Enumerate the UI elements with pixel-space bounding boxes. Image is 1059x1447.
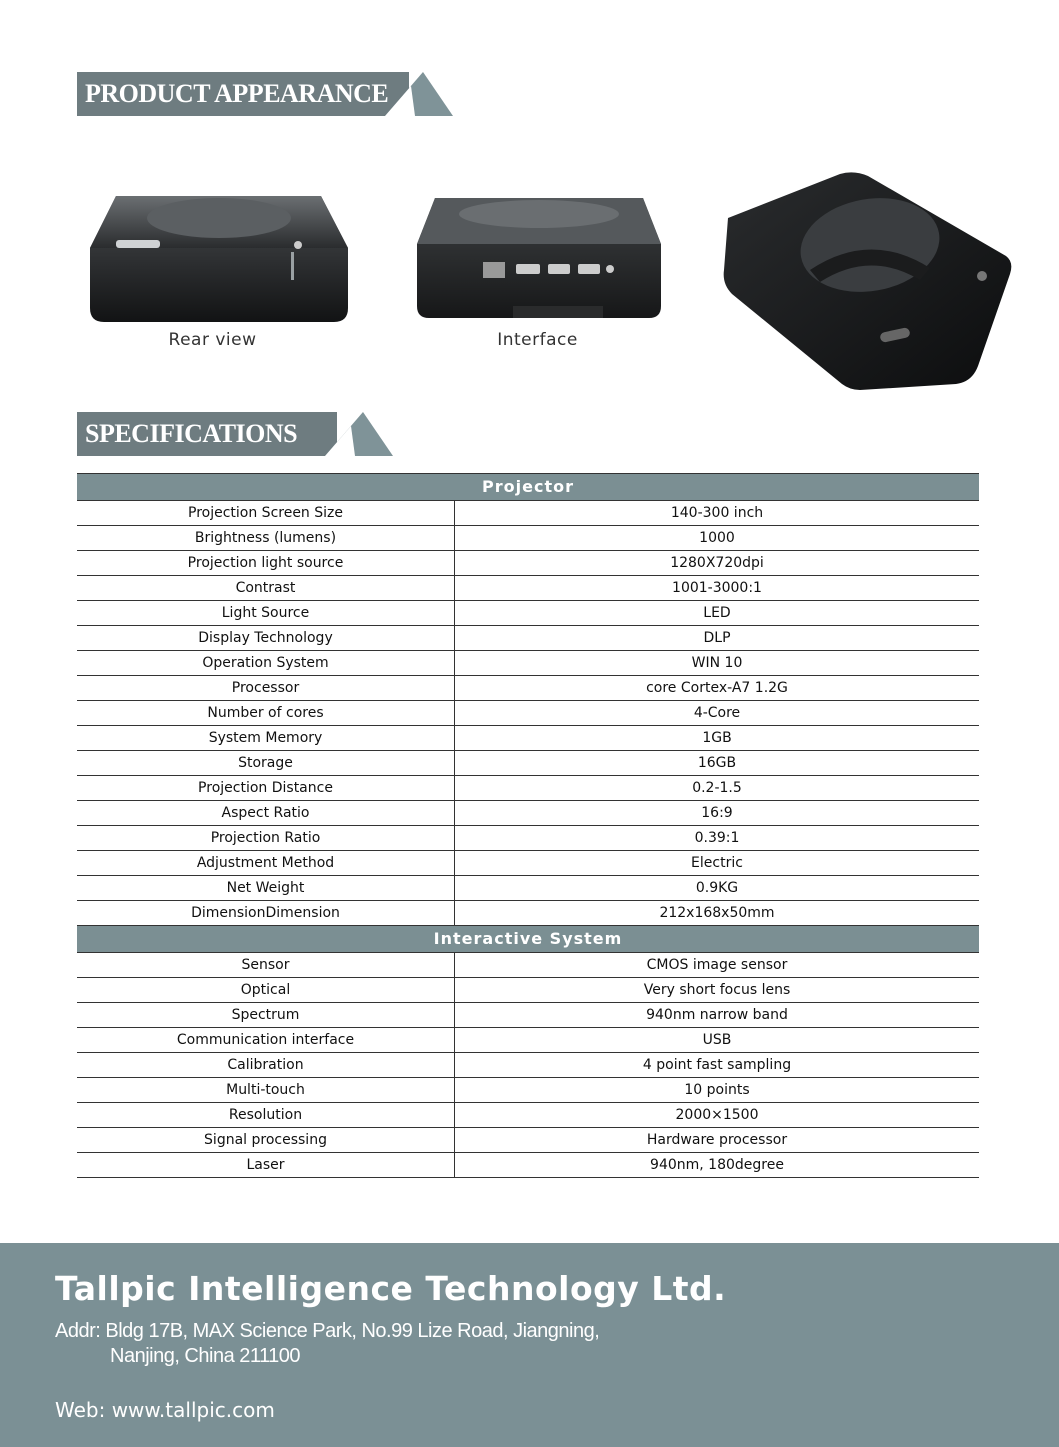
spec-row: [77, 651, 979, 676]
spec-label: Multi-touch: [77, 1078, 455, 1103]
spec-label: Calibration: [77, 1053, 455, 1078]
interface-photo: [413, 194, 665, 322]
spec-value: 0.39:1: [455, 826, 980, 851]
spec-row: [77, 826, 979, 851]
spec-value: 212x168x50mm: [455, 901, 980, 926]
spec-value: WIN 10: [455, 651, 980, 676]
spec-value: 16:9: [455, 801, 980, 826]
spec-label: Storage: [77, 751, 455, 776]
spec-row: [77, 953, 979, 978]
spec-row: [77, 1128, 979, 1153]
spec-value: 2000×1500: [455, 1103, 980, 1128]
spec-row: [77, 751, 979, 776]
spec-group-header: [77, 474, 979, 501]
spec-row: [77, 1053, 979, 1078]
spec-value: 0.9KG: [455, 876, 980, 901]
address-line-1: Addr: Bldg 17B, MAX Science Park, No.99 Lize Road, Jiangning,: [55, 1320, 600, 1342]
spec-label: Projection Distance: [77, 776, 455, 801]
spec-value: 4 point fast sampling: [455, 1053, 980, 1078]
spec-label: Brightness (lumens): [77, 526, 455, 551]
spec-label: Processor: [77, 676, 455, 701]
spec-label: Adjustment Method: [77, 851, 455, 876]
footer: [0, 1243, 1059, 1447]
interface-caption: Interface: [497, 330, 578, 350]
spec-label: Sensor: [77, 953, 455, 978]
specifications-banner: SPECIFICATIONS: [77, 412, 337, 456]
rear-view-caption: Rear view: [168, 330, 257, 350]
spec-label: Number of cores: [77, 701, 455, 726]
spec-group-title: Interactive System: [77, 926, 979, 953]
spec-label: System Memory: [77, 726, 455, 751]
spec-row: [77, 978, 979, 1003]
address: [55, 1319, 599, 1369]
spec-value: 1000: [455, 526, 980, 551]
spec-row: [77, 1103, 979, 1128]
spec-label: Projection Ratio: [77, 826, 455, 851]
spec-value: 1GB: [455, 726, 980, 751]
spec-value: LED: [455, 601, 980, 626]
spec-label: Projection light source: [77, 551, 455, 576]
spec-group-header: [77, 926, 979, 953]
address-line-2: Nanjing, China 211100: [110, 1345, 301, 1367]
spec-row: [77, 876, 979, 901]
spec-value: Very short focus lens: [455, 978, 980, 1003]
spec-label: Operation System: [77, 651, 455, 676]
spec-label: Spectrum: [77, 1003, 455, 1028]
spec-row: [77, 726, 979, 751]
spec-group-title: Projector: [77, 474, 979, 501]
spec-label: Signal processing: [77, 1128, 455, 1153]
spec-label: Communication interface: [77, 1028, 455, 1053]
spec-label: Aspect Ratio: [77, 801, 455, 826]
spec-value: 1001-3000:1: [455, 576, 980, 601]
spec-value: CMOS image sensor: [455, 953, 980, 978]
spec-value: Electric: [455, 851, 980, 876]
spec-label: Light Source: [77, 601, 455, 626]
spec-value: Hardware processor: [455, 1128, 980, 1153]
spec-row: [77, 576, 979, 601]
spec-value: 940nm narrow band: [455, 1003, 980, 1028]
spec-value: 4-Core: [455, 701, 980, 726]
spec-row: [77, 851, 979, 876]
spec-value: 16GB: [455, 751, 980, 776]
spec-row: [77, 801, 979, 826]
spec-row: [77, 601, 979, 626]
spec-value: 10 points: [455, 1078, 980, 1103]
spec-label: Resolution: [77, 1103, 455, 1128]
spec-row: [77, 776, 979, 801]
banner-triangle-decoration: [325, 412, 395, 456]
spec-row: [77, 501, 979, 526]
product-appearance-banner: PRODUCT APPEARANCE: [77, 72, 409, 116]
spec-row: [77, 1153, 979, 1178]
spec-row: [77, 551, 979, 576]
spec-label: Contrast: [77, 576, 455, 601]
specifications-table: [77, 473, 979, 1178]
spec-row: [77, 1028, 979, 1053]
rear-view-photo: [86, 190, 351, 326]
website[interactable]: Web: www.tallpic.com: [55, 1398, 275, 1422]
spec-row: [77, 526, 979, 551]
spec-label: Optical: [77, 978, 455, 1003]
top-view-photo: [720, 170, 1015, 392]
spec-row: [77, 1078, 979, 1103]
spec-row: [77, 1003, 979, 1028]
spec-value: USB: [455, 1028, 980, 1053]
spec-label: Projection Screen Size: [77, 501, 455, 526]
spec-value: core Cortex-A7 1.2G: [455, 676, 980, 701]
spec-label: Display Technology: [77, 626, 455, 651]
spec-row: [77, 901, 979, 926]
spec-label: DimensionDimension: [77, 901, 455, 926]
spec-value: 140-300 inch: [455, 501, 980, 526]
spec-row: [77, 626, 979, 651]
spec-label: Laser: [77, 1153, 455, 1178]
spec-row: [77, 676, 979, 701]
spec-value: 1280X720dpi: [455, 551, 980, 576]
spec-value: 940nm, 180degree: [455, 1153, 980, 1178]
spec-row: [77, 701, 979, 726]
spec-value: 0.2-1.5: [455, 776, 980, 801]
spec-label: Net Weight: [77, 876, 455, 901]
company-name: Tallpic Intelligence Technology Ltd.: [55, 1269, 727, 1308]
spec-value: DLP: [455, 626, 980, 651]
banner-triangle-decoration: [385, 72, 455, 116]
